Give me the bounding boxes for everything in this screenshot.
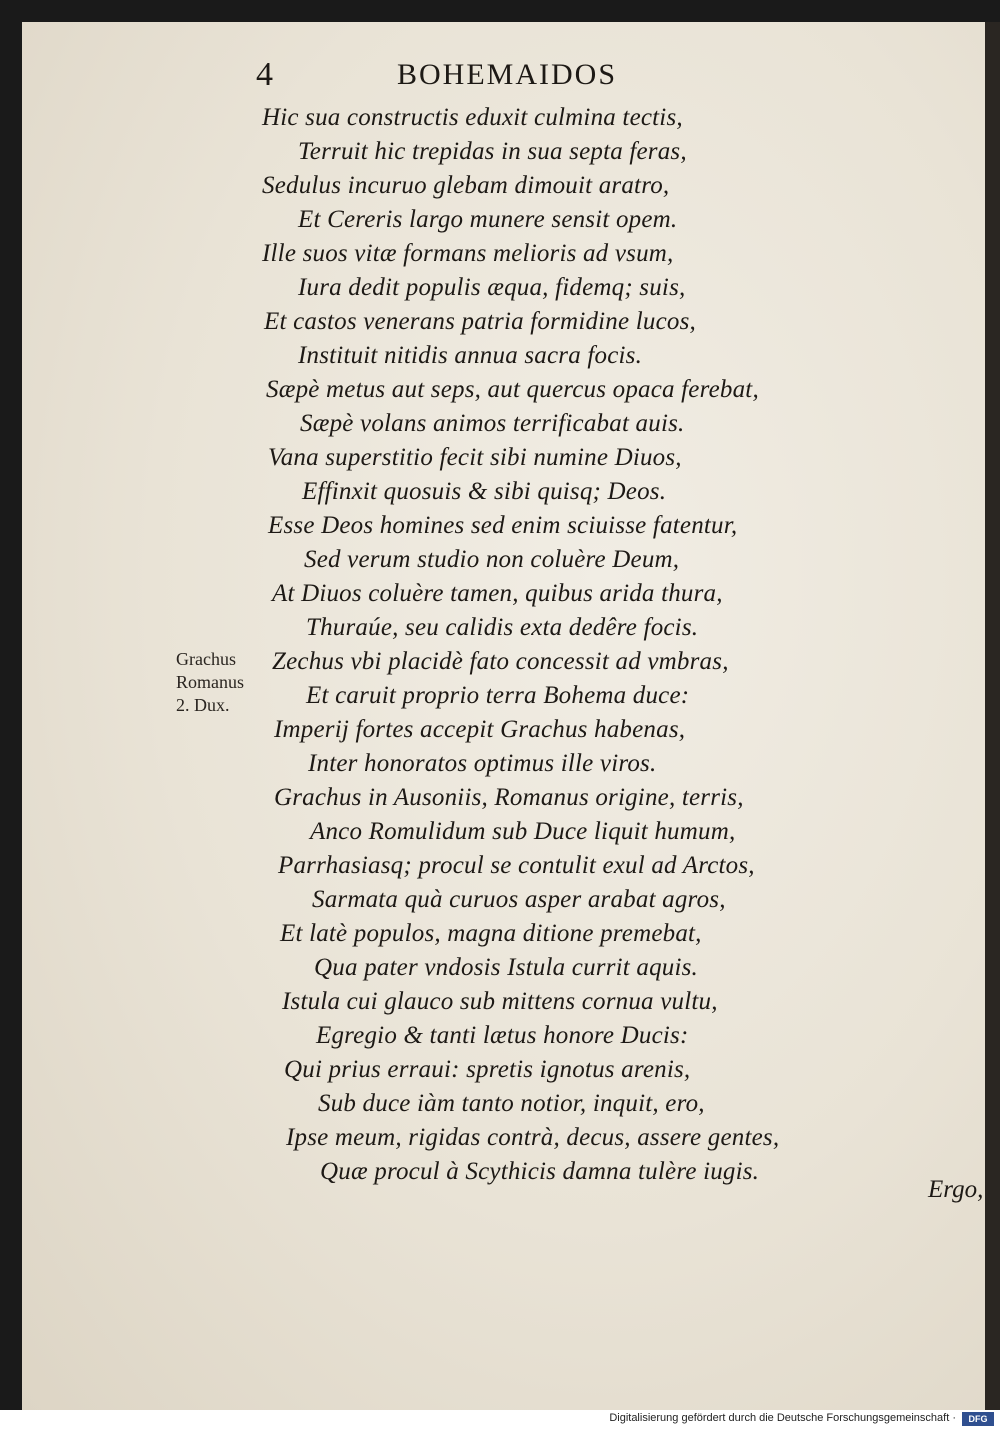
verse-line: At Diuos coluère tamen, quibus arida thura, xyxy=(272,580,723,607)
marginal-note-line: 2. Dux. xyxy=(176,695,230,715)
verse-line: Grachus in Ausoniis, Romanus origine, terris, xyxy=(274,784,744,811)
verse-line: Sedulus incuruo glebam dimouit aratro, xyxy=(262,172,670,199)
verse-line: Esse Deos homines sed enim sciuisse fatentur, xyxy=(268,512,738,539)
funding-notice: Digitalisierung gefördert durch die Deutsche Forschungsgemeinschaft · xyxy=(609,1412,956,1424)
verse-line: Hic sua constructis eduxit culmina tectis, xyxy=(262,104,683,131)
page-number: 4 xyxy=(256,56,273,93)
verse-line: Et caruit proprio terra Bohema duce: xyxy=(306,682,690,709)
running-head: BOHEMAIDOS xyxy=(397,58,618,91)
verse-line: Qui prius erraui: spretis ignotus arenis, xyxy=(284,1056,691,1083)
verse-line: Ille suos vitæ formans melioris ad vsum, xyxy=(262,240,674,267)
verse-line: Sed verum studio non coluère Deum, xyxy=(304,546,680,573)
verse-line: Inter honoratos optimus ille viros. xyxy=(308,750,657,777)
verse-line: Et castos venerans patria formidine lucos, xyxy=(264,308,696,335)
page-edge-shadow xyxy=(985,22,1000,1410)
verse-line: Terruit hic trepidas in sua septa feras, xyxy=(298,138,687,165)
verse-line: Parrhasiasq; procul se contulit exul ad Arctos, xyxy=(278,852,755,879)
verse-line: Instituit nitidis annua sacra focis. xyxy=(298,342,643,369)
verse-line: Vana superstitio fecit sibi numine Diuos, xyxy=(268,444,682,471)
marginal-note-line: Romanus xyxy=(176,672,245,692)
catchword: Ergo, xyxy=(928,1176,984,1203)
verse-line: Imperij fortes accepit Grachus habenas, xyxy=(274,716,686,743)
verse-line: Iura dedit populis æqua, fidemq; suis, xyxy=(298,274,686,301)
verse-line: Effinxit quosuis & sibi quisq; Deos. xyxy=(302,478,667,505)
verse-line: Istula cui glauco sub mittens cornua vultu, xyxy=(282,988,718,1015)
marginal-note-line: Grachus xyxy=(176,649,236,669)
verse-line: Sarmata quà curuos asper arabat agros, xyxy=(312,886,726,913)
verse-line: Thuraúe, seu calidis exta dedêre focis. xyxy=(306,614,699,641)
verse-line: Zechus vbi placidè fato concessit ad vmbras, xyxy=(272,648,729,675)
verse-line: Anco Romulidum sub Duce liquit humum, xyxy=(310,818,736,845)
verse-line: Sæpè metus aut seps, aut quercus opaca ferebat, xyxy=(266,376,759,403)
verse-line: Sæpè volans animos terrificabat auis. xyxy=(300,410,685,437)
verse-line: Qua pater vndosis Istula currit aquis. xyxy=(314,954,698,981)
verse-line: Ipse meum, rigidas contrà, decus, assere gentes, xyxy=(286,1124,780,1151)
verse-line: Egregio & tanti lætus honore Ducis: xyxy=(316,1022,689,1049)
verse-line: Sub duce iàm tanto notior, inquit, ero, xyxy=(318,1090,705,1117)
dfg-logo[interactable]: DFG xyxy=(962,1412,994,1426)
verse-line: Quæ procul à Scythicis damna tulère iugis. xyxy=(320,1158,760,1185)
verse-line: Et Cereris largo munere sensit opem. xyxy=(298,206,678,233)
verse-line: Et latè populos, magna ditione premebat, xyxy=(280,920,702,947)
